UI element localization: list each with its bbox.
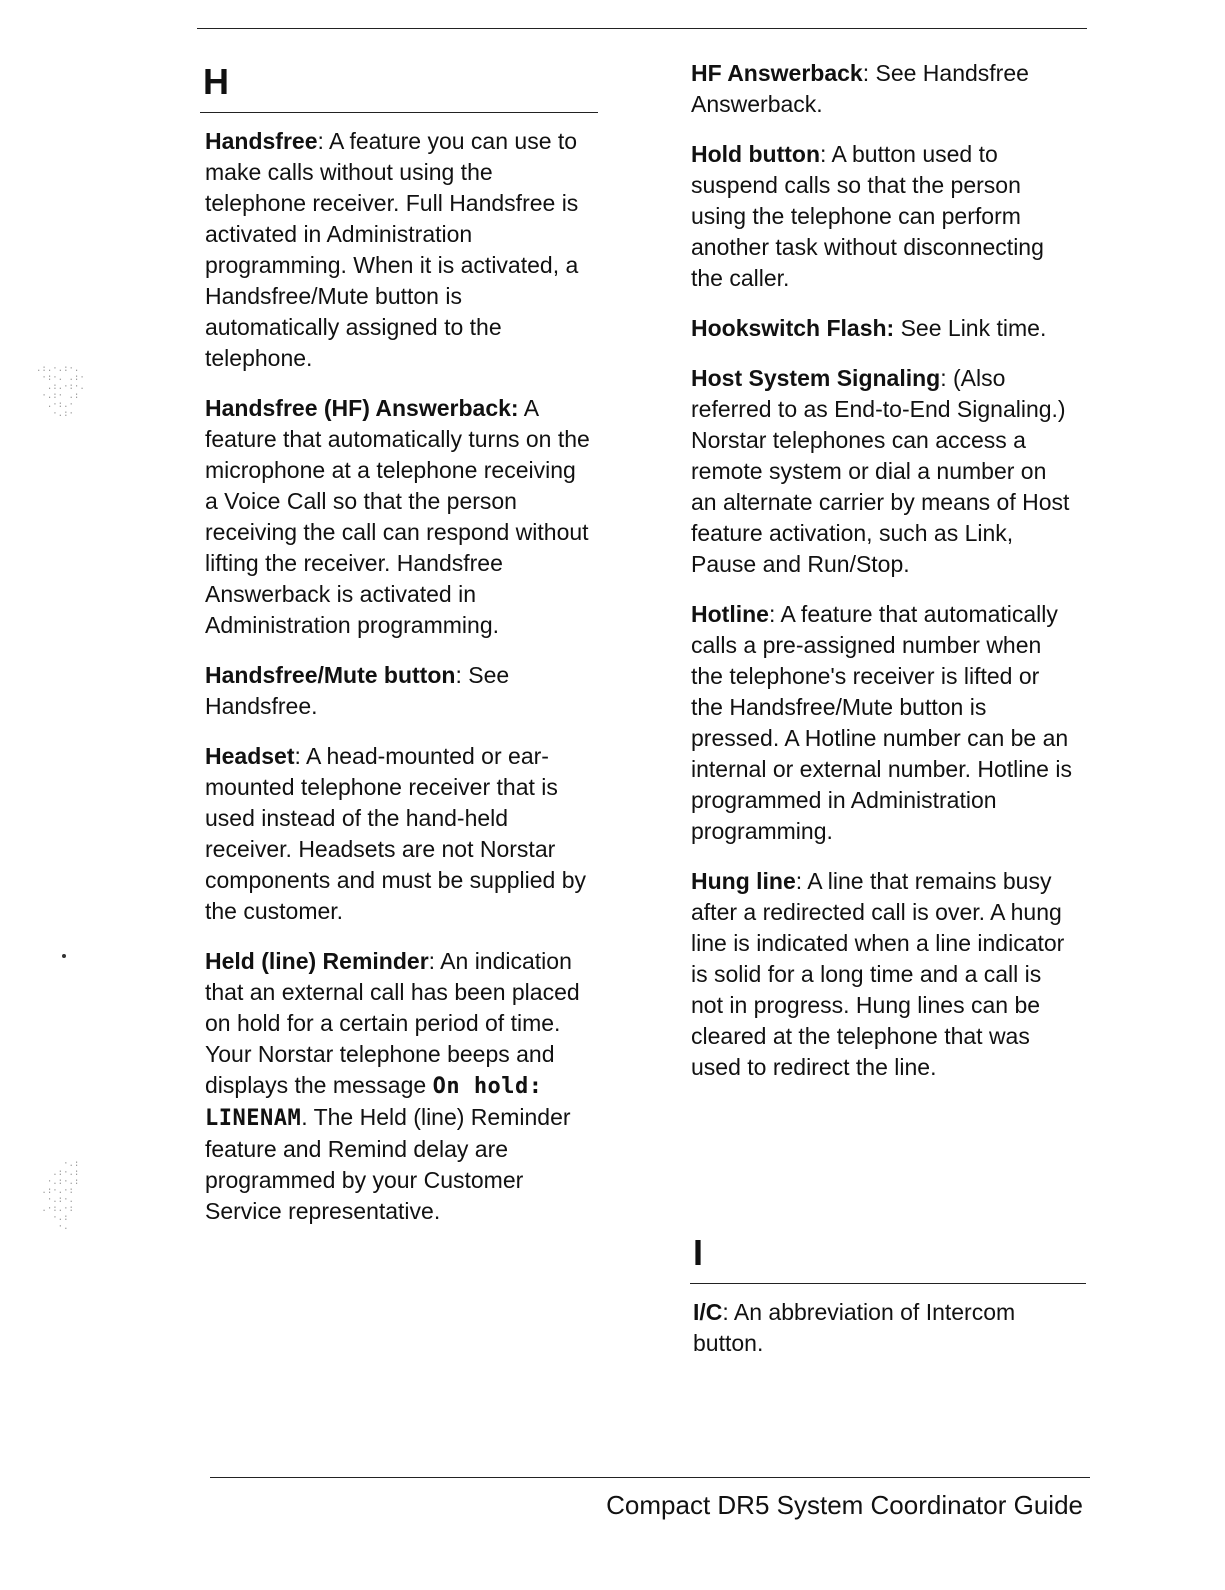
glossary-term: Host System Signaling [691, 365, 941, 391]
glossary-entry-hung-line [691, 866, 1076, 1083]
glossary-entry-held-line-reminder [205, 946, 590, 1227]
right-column-i-section [693, 1297, 1078, 1378]
glossary-term: I/C [693, 1299, 723, 1325]
top-rule [197, 28, 1087, 29]
glossary-term: Hotline [691, 601, 769, 627]
term-separator: : [294, 743, 301, 769]
section-heading-h: H [203, 61, 229, 102]
glossary-term: Hookswitch Flash: [691, 315, 895, 341]
term-separator: : [455, 662, 462, 688]
glossary-entry-handsfree-answerback [205, 393, 590, 641]
term-separator: : [820, 141, 827, 167]
glossary-term: Hung line [691, 868, 796, 894]
section-i-rule [690, 1283, 1086, 1284]
glossary-term: Handsfree/Mute button [205, 662, 456, 688]
glossary-definition: A head-mounted or ear-mounted telephone receiver that is used instead of the hand-held receiver. Headsets are not Norstar components and must be supplied by the customer. [205, 743, 587, 924]
glossary-definition: A feature that automatically turns on the microphone at a telephone receiving a Voice Call so that the person receiving the call can respond without lifting the receiver. Handsfree Answerback is activated in Administration programming. [205, 395, 590, 638]
glossary-entry-host-system-signaling [691, 363, 1076, 580]
glossary-entry-headset [205, 741, 590, 927]
glossary-definition: A feature that automatically calls a pre-assigned number when the telephone's receiver is lifted or the Handsfree/Mute button is pressed. A Hotline number can be an internal or external number. Hotline is programmed in Administration programming. [691, 601, 1072, 844]
glossary-definition: See Handsfree. [205, 662, 510, 719]
glossary-term: Headset [205, 743, 295, 769]
term-separator: : [862, 60, 870, 86]
section-h-rule [200, 112, 598, 113]
footer-rule [210, 1477, 1090, 1478]
glossary-definition: An abbreviation of Intercom button. [693, 1299, 1016, 1356]
glossary-entry-hf-answerback [691, 58, 1076, 120]
display-message: On hold: LINENAM [205, 1074, 543, 1131]
scan-dot-artifact [62, 954, 66, 958]
glossary-entry-hold-button [691, 139, 1076, 294]
term-separator: : [317, 128, 324, 154]
glossary-entry-handsfree-mute-button [205, 660, 590, 722]
term-separator: : [768, 601, 776, 627]
term-separator: : [940, 365, 947, 391]
glossary-definition-continued: . The Held (line) Reminder feature and Remind delay are programmed by your Customer Service representative. [205, 1104, 571, 1224]
term-separator: : [428, 948, 436, 974]
section-heading-i: I [693, 1232, 704, 1273]
glossary-term: Handsfree (HF) Answerback [205, 395, 511, 421]
glossary-definition: See Link time. [894, 315, 1047, 341]
term-separator: : [510, 395, 519, 421]
glossary-entry-hookswitch-flash [691, 313, 1076, 344]
glossary-term: Held (line) Reminder [205, 948, 429, 974]
glossary-term: Hold button [691, 141, 821, 167]
glossary-definition: See Handsfree Answerback. [691, 60, 1029, 117]
glossary-definition: An indication that an external call has been placed on hold for a certain period of time. Your Norstar telephone beeps and displays the message [205, 948, 580, 1098]
left-column [205, 126, 590, 1246]
glossary-term: Handsfree [205, 128, 318, 154]
footer-title: Compact DR5 System Coordinator Guide [606, 1490, 1083, 1520]
glossary-term: HF Answerback [691, 60, 863, 86]
scan-speckle-artifact: ·.: .:·.: ·.:·.: .:·.·: ·.:·. .·:.·: ·.: ·. [41, 1159, 80, 1232]
glossary-definition: A button used to suspend calls so that the person using the telephone can perform another task without disconnecting the caller. [691, 141, 1044, 291]
glossary-entry-handsfree [205, 126, 590, 374]
glossary-entry-hotline [691, 599, 1076, 847]
scan-speckle-artifact: .:.·.:·. ·:·. .:· .:.·:·. ·.:· .: .·:.· ·.:· [36, 364, 85, 419]
term-separator: : [795, 868, 803, 894]
glossary-definition: A feature you can use to make calls without using the telephone receiver. Full Handsfree is activated in Administration programming. When it is activated, a Handsfree/Mute button is automatically assigned to the telephone. [205, 128, 579, 371]
term-separator: : [722, 1299, 729, 1325]
glossary-definition: (Also referred to as End-to-End Signaling.) Norstar telephones can access a remote system or dial a number on an alternate carrier by means of Host feature activation, such as Link, Pause and Run/Stop. [691, 365, 1070, 577]
glossary-entry-ic [693, 1297, 1078, 1359]
glossary-definition: A line that remains busy after a redirected call is over. A hung line is indicated when a line indicator is solid for a long time and a call is not in progress. Hung lines can be cleared at the telephone that was used to redirect the line. [691, 868, 1065, 1080]
right-column [691, 58, 1076, 1102]
